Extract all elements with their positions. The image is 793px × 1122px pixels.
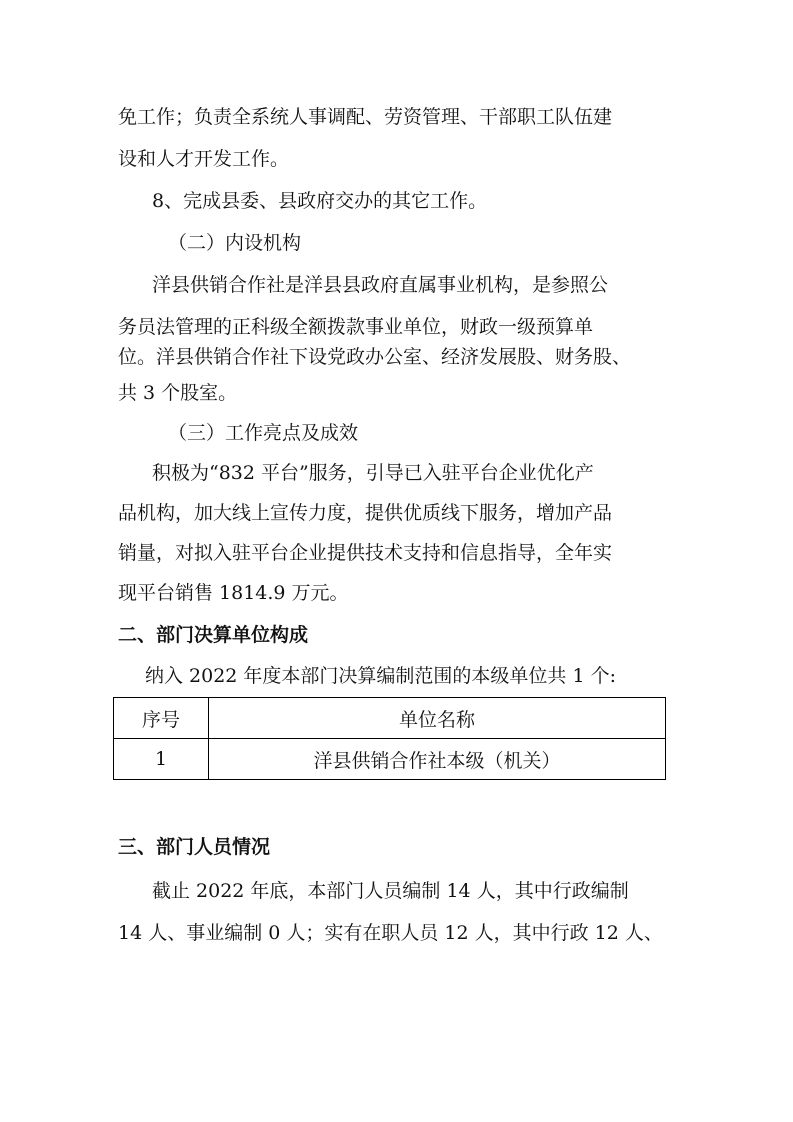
paragraph-line: 品机构，加大线上宣传力度，提供优质线下服务，增加产品	[118, 502, 613, 524]
table-cell: 洋县供销合作社本级（机关）	[209, 739, 666, 780]
paragraph-line: 纳入 2022 年度本部门决算编制范围的本级单位共 1 个:	[145, 665, 617, 687]
paragraph-line: 共 3 个股室。	[118, 382, 238, 404]
section-heading: 三、部门人员情况	[118, 836, 271, 858]
paragraph-line: 现平台销售 1814.9 万元。	[118, 582, 349, 604]
table-cell: 1	[114, 739, 209, 780]
list-item: 8、完成县委、县政府交办的其它工作。	[152, 190, 488, 212]
paragraph-line: 14 人、事业编制 0 人；实有在职人员 12 人，其中行政 12 人、	[118, 922, 663, 944]
paragraph-line: 设和人才开发工作。	[118, 148, 290, 170]
paragraph-line: 洋县供销合作社是洋县县政府直属事业机构，是参照公	[152, 274, 609, 296]
table-header-row	[114, 698, 666, 739]
paragraph-line: 销量，对拟入驻平台企业提供技术支持和信息指导，全年实	[118, 542, 613, 564]
table-header-cell: 单位名称	[209, 698, 666, 739]
paragraph-line: 截止 2022 年底，本部门人员编制 14 人，其中行政编制	[152, 880, 629, 902]
section-heading: 二、部门决算单位构成	[118, 624, 309, 646]
table-header-cell: 序号	[114, 698, 209, 739]
paragraph-line: 务员法管理的正科级全额拨款事业单位，财政一级预算单	[118, 316, 594, 338]
paragraph-line: 位。洋县供销合作社下设党政办公室、经济发展股、财务股、	[118, 346, 632, 368]
table-row	[114, 739, 666, 780]
subsection-heading: （二）内设机构	[168, 232, 302, 254]
paragraph-line: 积极为“832 平台”服务，引导已入驻平台企业优化产	[152, 462, 594, 484]
unit-table	[113, 697, 666, 780]
subsection-heading: （三）工作亮点及成效	[168, 422, 359, 444]
paragraph-line: 免工作；负责全系统人事调配、劳资管理、干部职工队伍建	[118, 106, 613, 128]
